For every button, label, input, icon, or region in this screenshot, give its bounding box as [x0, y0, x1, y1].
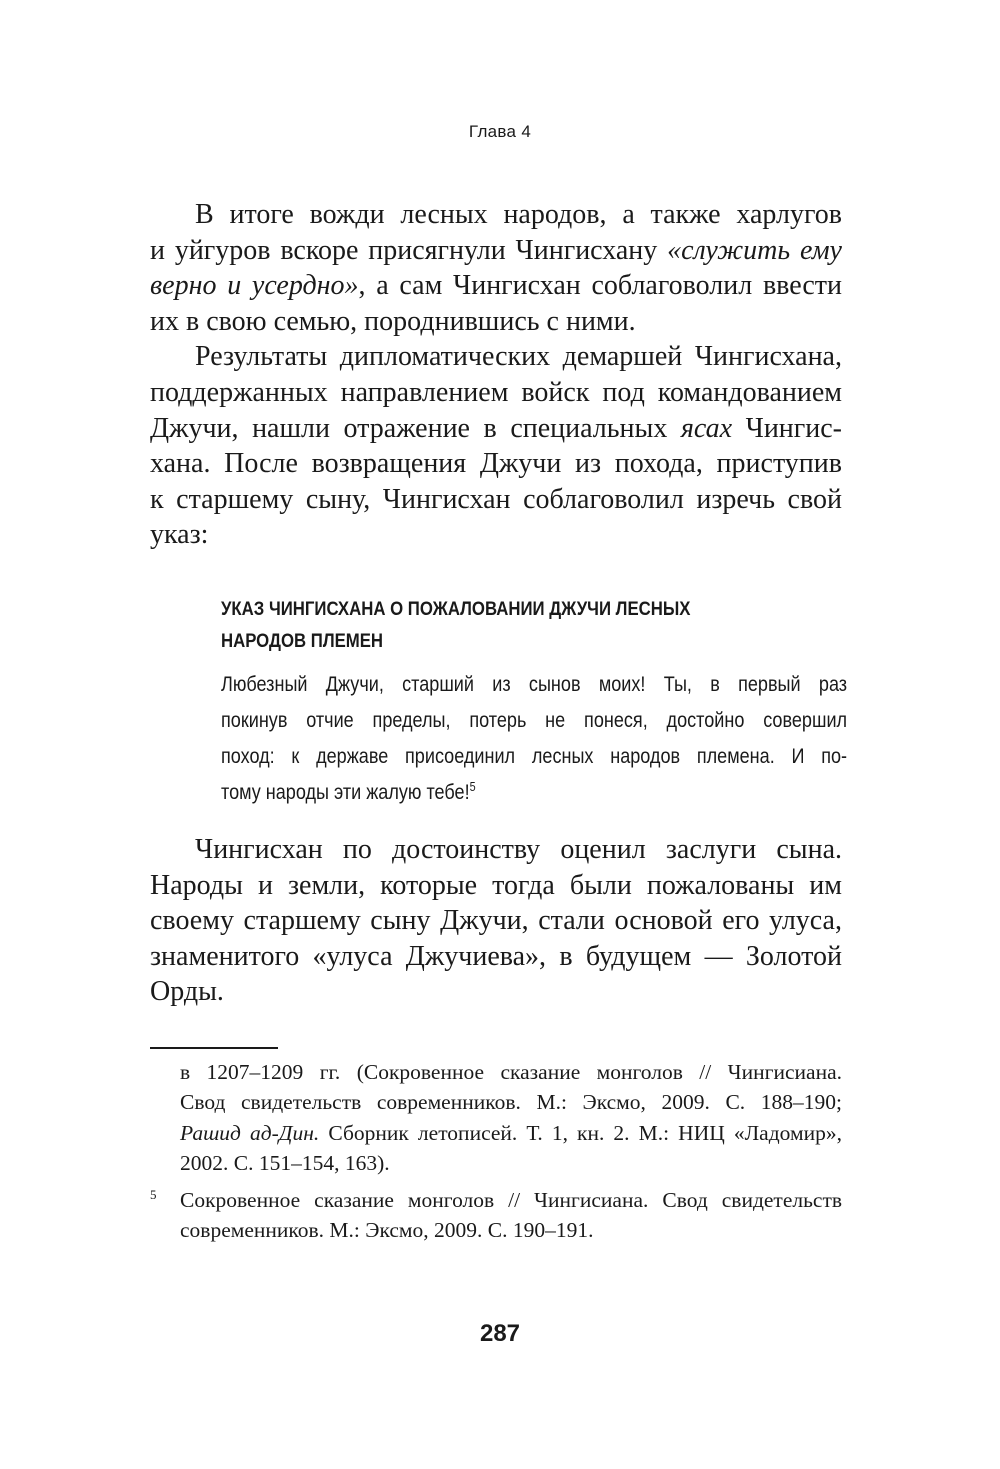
text-line: В итоге вожди лесных народов, а также харлугов — [195, 199, 842, 230]
paragraph-3 — [150, 832, 842, 1010]
paragraph-2 — [150, 339, 842, 553]
text-line: указ: — [150, 519, 209, 551]
decree-title-line: НАРОДОВ ПЛЕМЕН — [221, 630, 384, 652]
decree-title — [221, 593, 847, 657]
text-line: Орды. — [150, 976, 224, 1008]
text-line: их в свою семью, породнившись с ними. — [150, 305, 636, 337]
text-line: Народы и земли, которые тогда были пожалованы им — [150, 869, 842, 901]
text-line: знаменитого «улуса Джучиева», в будущем — Золотой — [150, 940, 842, 972]
text-line: Чингисхан по достоинству оценил заслуги сына. — [195, 834, 842, 865]
decree-line: поход: к державе присоединил лесных народов племена. И по- — [221, 745, 848, 768]
page-number: 287 — [479, 1320, 521, 1347]
footnote-line: в 1207–1209 гг. (Сокровенное сказание монголов // Чингисиана. — [180, 1060, 842, 1084]
footnote-5 — [150, 1185, 842, 1246]
footnote-line: 2002. С. 151–154, 163). — [180, 1151, 390, 1176]
author-italic: Рашид ад-Дин. — [180, 1120, 320, 1145]
footnote-line: Свод свидетельств современников. М.: Эксмо, 2009. С. 188–190; — [180, 1090, 842, 1115]
paragraph-1 — [150, 197, 842, 339]
body-text-upper — [150, 197, 842, 553]
footnote-line: Сокровенное сказание монголов // Чингисиана. Свод свидетельств — [180, 1187, 842, 1212]
footnote-continuation — [150, 1057, 842, 1179]
decree-title-line: УКАЗ ЧИНГИСХАНА О ПОЖАЛОВАНИИ ДЖУЧИ ЛЕСНЫХ — [221, 598, 691, 620]
quote-italic: верно и усердно» — [150, 270, 359, 302]
text-line: Джучи, нашли отражение в специальных ясах Чингис- — [150, 412, 843, 444]
footnotes — [150, 1057, 842, 1245]
footnote-mark: 5 — [150, 1186, 157, 1202]
decree-text — [221, 667, 847, 811]
footnote-reference[interactable]: 5 — [469, 780, 476, 794]
text-line: и уйгуров вскоре присягнули Чингисхану «служить ему — [150, 234, 842, 266]
term-italic: ясах — [680, 412, 733, 444]
decree-line: Любезный Джучи, старший из сынов моих! Ты, в первый раз — [221, 673, 848, 696]
text-line: Результаты дипломатических демаршей Чингисхана, — [195, 341, 842, 373]
footnote-line: современников. М.: Эксмо, 2009. С. 190–191. — [180, 1218, 594, 1243]
text-line: верно и усердно», а сам Чингисхан соблаговолил ввести — [150, 270, 842, 302]
decree-line: тому народы эти жалую тебе!$^5$ — [221, 780, 476, 804]
body-text-lower — [150, 832, 842, 1010]
footnote-separator — [150, 1047, 278, 1049]
footnote-line: Рашид ад-Дин. Сборник летописей. Т. 1, кн. 2. М.: НИЦ «Ладомир», — [180, 1120, 842, 1145]
text-line: поддержанных направлением войск под командованием — [150, 376, 842, 408]
running-header: Глава 4 — [468, 122, 532, 141]
text-line: хана. После возвращения Джучи из похода, приступив — [150, 448, 842, 480]
text-line: своему старшему сыну Джучи, стали основой его улуса, — [150, 905, 842, 937]
decree-line: покинув отчие пределы, потерь не понеся, достойно совершил — [221, 709, 848, 732]
decree-block — [221, 593, 847, 811]
quote-italic: «служить ему — [667, 234, 842, 266]
text-line: к старшему сыну, Чингисхан соблаговолил изречь свой — [150, 483, 842, 515]
